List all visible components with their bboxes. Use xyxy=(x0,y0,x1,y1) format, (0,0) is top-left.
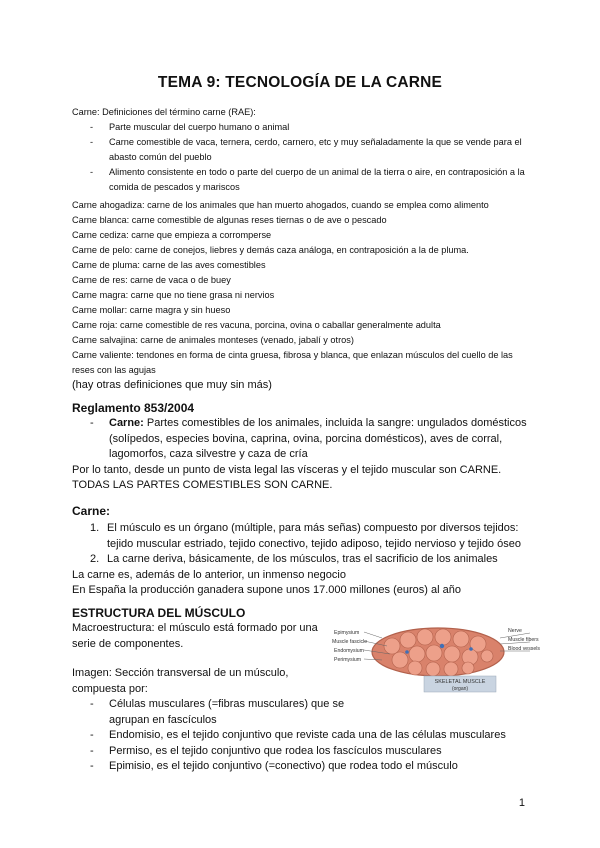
image-caption-text: Imagen: Sección transversal de un músculo, compuesta por: xyxy=(72,667,289,695)
label-endomysium: Endomysium xyxy=(334,648,364,654)
list-item-text: Parte muscular del cuerpo humano o animal xyxy=(109,122,290,132)
item-number: 2. xyxy=(90,553,100,565)
bullet-marker: - xyxy=(90,760,94,772)
bullet-marker: - xyxy=(90,698,94,710)
bullet-marker: - xyxy=(90,137,94,147)
bullet-marker: - xyxy=(90,167,94,177)
regulation-line: TODAS LAS PARTES COMESTIBLES SON CARNE. xyxy=(72,479,333,491)
list-item-text: La carne deriva, básicamente, de los músculos, tras el sacrificio de los animales xyxy=(107,553,498,565)
list-item xyxy=(72,135,540,165)
definition-line: Carne valiente: tendones en forma de cinta gruesa, fibrosa y blanca, que enlazan músculos del cuello de las reses con las agujas xyxy=(72,350,513,375)
item-number: 1. xyxy=(90,522,100,534)
numbered-item xyxy=(72,552,540,568)
list-item-text: Endomisio, es el tejido conjuntivo que reviste cada una de las células musculares xyxy=(109,729,506,741)
label-epimysium: Epimysium xyxy=(334,630,360,636)
list-item xyxy=(72,697,367,728)
regulation-section xyxy=(72,400,540,494)
list-item xyxy=(72,120,540,135)
regulation-heading: Reglamento 853/2004 xyxy=(72,401,195,415)
definition-line: Carne de pelo: carne de conejos, liebres y demás caza análoga, en contraposición a la de pluma. xyxy=(72,245,469,255)
bullet-marker: - xyxy=(90,744,94,757)
carne-heading: Carne: xyxy=(72,504,111,518)
list-item xyxy=(72,759,540,775)
list-item xyxy=(72,728,540,744)
list-item xyxy=(72,744,540,760)
definition-line: Carne magra: carne que no tiene grasa ni nervios xyxy=(72,290,275,300)
bullet-marker: - xyxy=(90,417,94,429)
macro-text: Macroestructura: el músculo está formado por una serie de componentes. xyxy=(72,622,318,650)
definitions-note: (hay otras definiciones que muy sin más) xyxy=(72,379,272,391)
definitions-section xyxy=(72,198,532,394)
label-muscle-fibers: Muscle fibers xyxy=(508,637,539,643)
item-label: Carne: xyxy=(109,417,144,429)
list-item-text: Partes comestibles de los animales, incluida la sangre: ungulados domésticos (solípedos, especies bovina, caprina, ovina, porcina domésticos), aves de corral, lagomorfos, caza silvestre y caza de cría xyxy=(109,417,527,460)
definition-line: Carne de res: carne de vaca o de buey xyxy=(72,275,231,285)
definition-line: Carne mollar: carne magra y sin hueso xyxy=(72,305,231,315)
page-title: TEMA 9: TECNOLOGÍA DE LA CARNE xyxy=(157,74,443,91)
rae-section xyxy=(72,105,540,195)
definition-line: Carne cediza: carne que empieza a corromperse xyxy=(72,230,272,240)
list-item-text: Permiso, es el tejido conjuntivo que rodea los fascículos musculares xyxy=(109,744,442,757)
list-item xyxy=(72,165,540,195)
list-item xyxy=(72,416,540,463)
list-item-text: El músculo es un órgano (múltiple, para más señas) compuesto por diversos tejidos: tejido muscular estriado, tejido conectivo, tejido adiposo, tejido nervioso y tejido óseo xyxy=(107,522,521,550)
regulation-line: Por lo tanto, desde un punto de vista legal las vísceras y el tejido muscular son CARNE. xyxy=(72,463,502,476)
carne-section xyxy=(72,503,540,599)
definition-line: Carne blanca: carne comestible de algunas reses tiernas o de ave o pescado xyxy=(72,215,387,225)
muscle-cross-section-figure xyxy=(332,624,544,694)
figure-caption-subtitle: (organ) xyxy=(451,686,469,692)
label-perimysium: Perimysium xyxy=(334,657,362,663)
label-muscle-fascicle: Muscle fascicle xyxy=(332,639,368,645)
label-blood-vessels: Blood vessels xyxy=(508,646,541,652)
definition-line: Carne roja: carne comestible de res vacuna, porcina, ovina o caballar generalmente adulta xyxy=(72,320,441,330)
list-item-text: Células musculares (=fibras musculares) que se agrupan en fascículos xyxy=(109,698,345,726)
numbered-item xyxy=(72,521,540,552)
muscle-diagram xyxy=(332,624,544,694)
list-item-text: Carne comestible de vaca, ternera, cerdo, carnero, etc y muy señaladamente la que se vende para el abasto común del pueblo xyxy=(109,137,522,162)
list-item-text: Alimento consistente en todo o parte del cuerpo de un animal de la tierra o aire, en contraposición a la comida de pescados y mariscos xyxy=(109,167,525,192)
definition-line: Carne ahogadiza: carne de los animales que han muerto ahogados, cuando se emplea como alimento xyxy=(72,200,489,210)
bullet-marker: - xyxy=(90,122,94,132)
bullet-marker: - xyxy=(90,729,94,741)
figure-caption-title: SKELETAL MUSCLE xyxy=(434,679,486,685)
label-nerve: Nerve xyxy=(508,628,522,634)
structure-heading: ESTRUCTURA DEL MÚSCULO xyxy=(72,606,246,620)
carne-line: En España la producción ganadera supone unos 17.000 millones (euros) al año xyxy=(72,584,461,596)
page-number: 1 xyxy=(518,797,525,809)
definition-line: Carne salvajina: carne de animales monteses (venado, jabalí y otros) xyxy=(72,335,354,345)
list-item-text: Epimisio, es el tejido conjuntivo (=conectivo) que rodea todo el músculo xyxy=(109,760,458,772)
carne-line: La carne es, además de lo anterior, un inmenso negocio xyxy=(72,568,346,581)
rae-heading: Carne: Definiciones del término carne (RAE): xyxy=(72,107,256,117)
definition-line: Carne de pluma: carne de las aves comestibles xyxy=(72,260,266,270)
